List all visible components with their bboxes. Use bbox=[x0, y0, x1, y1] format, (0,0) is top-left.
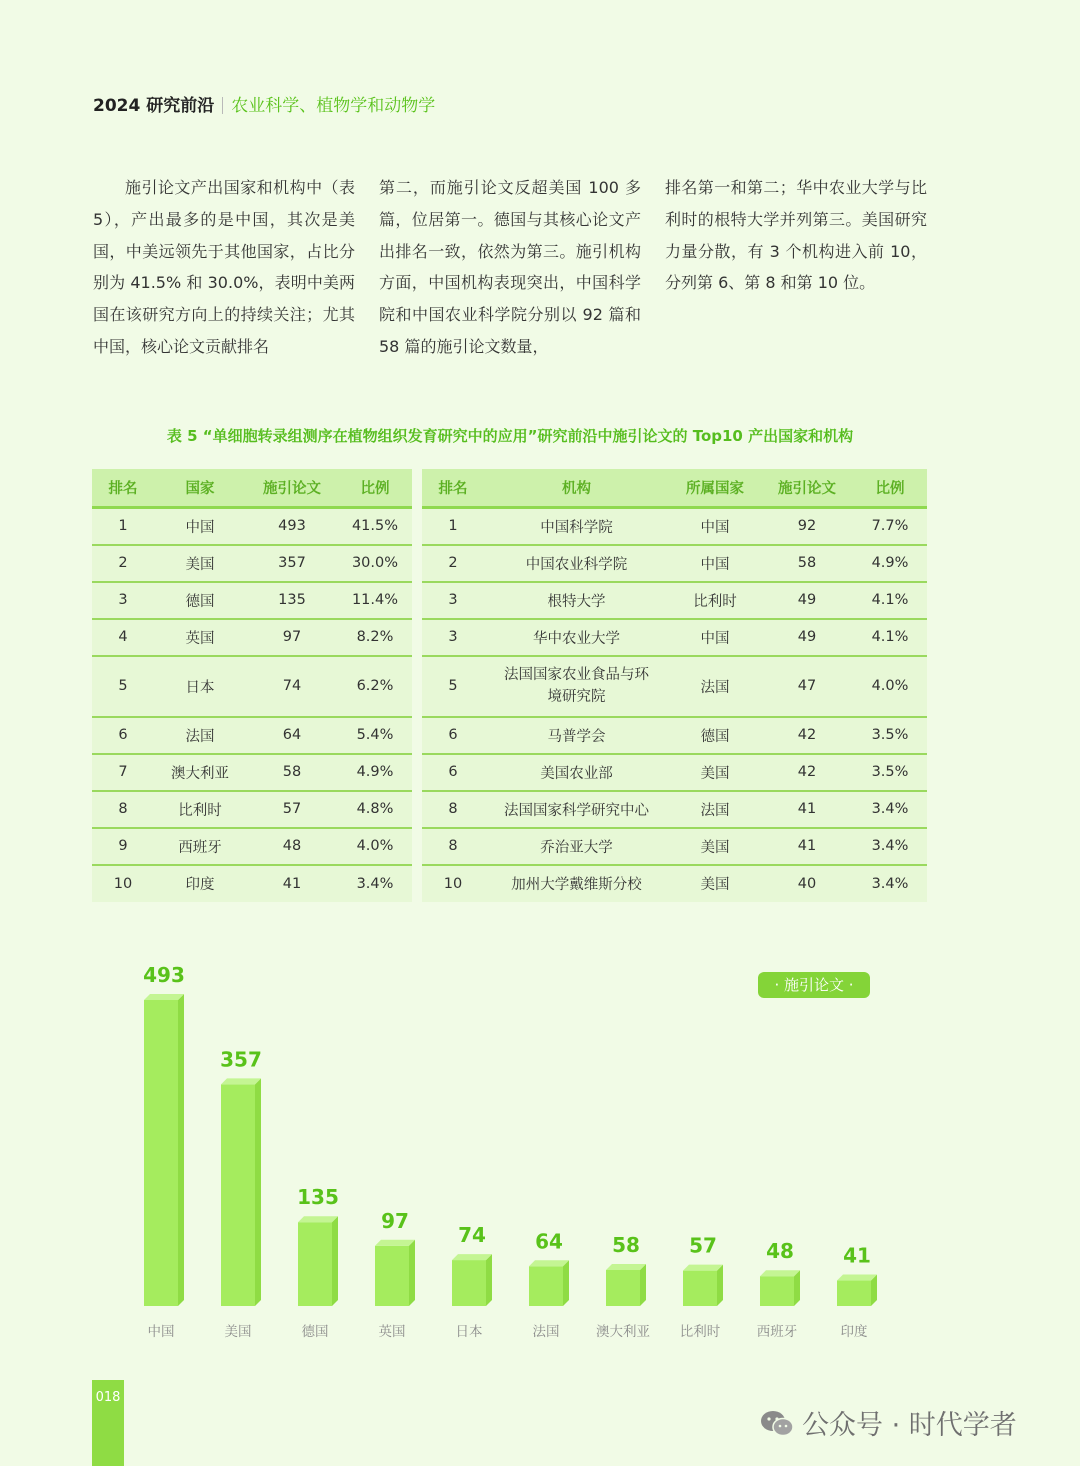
institution-name: 法国国家农业食品与环境研究院 bbox=[504, 667, 649, 705]
bar-side-3 bbox=[409, 1240, 415, 1306]
bar-7 bbox=[683, 1271, 717, 1306]
bar-1 bbox=[221, 1084, 255, 1306]
rank-cell: 6 bbox=[92, 717, 154, 754]
country-cell: 美国 bbox=[669, 865, 761, 902]
page-number: 018 bbox=[95, 1390, 121, 1405]
col-header-rank: 排名 bbox=[92, 469, 154, 508]
institution-cell: 中国农业科学院 bbox=[484, 545, 669, 582]
rank-cell: 6 bbox=[422, 754, 484, 791]
bar-side-1 bbox=[255, 1078, 261, 1306]
category-label: 西班牙 bbox=[756, 1324, 798, 1340]
papers-cell: 493 bbox=[246, 508, 338, 545]
ratio-cell: 3.4% bbox=[853, 828, 927, 865]
ratio-cell: 3.4% bbox=[853, 791, 927, 828]
ratio-cell: 3.4% bbox=[853, 865, 927, 902]
category-label: 英国 bbox=[378, 1324, 406, 1340]
bar-9 bbox=[837, 1281, 871, 1306]
col-header-ratio: 比例 bbox=[338, 469, 412, 508]
watermark bbox=[760, 1403, 1017, 1445]
bar-value-label: 41 bbox=[843, 1243, 871, 1268]
country-cell: 法国 bbox=[154, 717, 246, 754]
papers-cell: 64 bbox=[246, 717, 338, 754]
category-label: 比利时 bbox=[679, 1324, 721, 1340]
country-cell: 澳大利亚 bbox=[154, 754, 246, 791]
country-cell: 德国 bbox=[154, 582, 246, 619]
institution-cell: 马普学会 bbox=[484, 717, 669, 754]
category-label: 印度 bbox=[840, 1324, 868, 1340]
body-paragraph: 第二，而施引论文反超美国 100 多篇，位居第一。德国与其核心论文产出排名一致，依然为第三。施引机构方面，中国机构表现突出，中国科学院和中国农业科学院分别以 92 篇和 58 篇的施引论文数量， bbox=[379, 178, 641, 356]
country-cell: 中国 bbox=[154, 508, 246, 545]
bar-side-7 bbox=[717, 1265, 723, 1306]
papers-cell: 57 bbox=[246, 791, 338, 828]
col-header-rank: 排名 bbox=[422, 469, 484, 508]
ratio-cell: 3.4% bbox=[338, 865, 412, 902]
table-caption: 表 5 “单细胞转录组测序在植物组织发育研究中的应用”研究前沿中施引论文的 Top10 产出国家和机构 bbox=[166, 427, 854, 445]
institution-cell: 华中农业大学 bbox=[484, 619, 669, 656]
bar-side-6 bbox=[640, 1264, 646, 1306]
bar-top-3 bbox=[375, 1240, 415, 1246]
rank-cell: 10 bbox=[422, 865, 484, 902]
country-cell: 比利时 bbox=[154, 791, 246, 828]
category-label: 德国 bbox=[301, 1324, 329, 1340]
papers-cell: 49 bbox=[761, 582, 853, 619]
papers-cell: 40 bbox=[761, 865, 853, 902]
papers-cell: 42 bbox=[761, 717, 853, 754]
country-cell: 西班牙 bbox=[154, 828, 246, 865]
ratio-cell: 8.2% bbox=[338, 619, 412, 656]
country-cell: 法国 bbox=[669, 656, 761, 717]
col-header-papers: 施引论文 bbox=[246, 469, 338, 508]
ratio-cell: 4.0% bbox=[853, 656, 927, 717]
category-label: 法国 bbox=[532, 1324, 560, 1340]
bar-side-2 bbox=[332, 1216, 338, 1306]
rank-cell: 2 bbox=[422, 545, 484, 582]
ratio-cell: 4.1% bbox=[853, 582, 927, 619]
chart-legend: · 施引论文 · bbox=[758, 972, 870, 998]
bar-4 bbox=[452, 1260, 486, 1306]
institution-cell: 乔治亚大学 bbox=[484, 828, 669, 865]
rank-cell: 8 bbox=[422, 828, 484, 865]
ratio-cell: 6.2% bbox=[338, 656, 412, 717]
papers-cell: 41 bbox=[761, 791, 853, 828]
rank-cell: 8 bbox=[92, 791, 154, 828]
ratio-cell: 41.5% bbox=[338, 508, 412, 545]
ratio-cell: 30.0% bbox=[338, 545, 412, 582]
country-cell: 中国 bbox=[669, 619, 761, 656]
bar-2 bbox=[298, 1222, 332, 1306]
bar-top-6 bbox=[606, 1264, 646, 1270]
country-cell: 美国 bbox=[669, 754, 761, 791]
institution-cell: 法国国家科学研究中心 bbox=[484, 791, 669, 828]
rank-cell: 5 bbox=[422, 656, 484, 717]
papers-cell: 58 bbox=[761, 545, 853, 582]
bar-6 bbox=[606, 1270, 640, 1306]
watermark-text: 公众号 · 时代学者 bbox=[802, 1410, 1017, 1441]
papers-cell: 58 bbox=[246, 754, 338, 791]
rank-cell: 5 bbox=[92, 656, 154, 717]
rank-cell: 1 bbox=[422, 508, 484, 545]
col-header-country: 所属国家 bbox=[669, 469, 761, 508]
body-paragraph: 排名第一和第二；华中农业大学与比利时的根特大学并列第三。美国研究力量分散，有 3 个机构进入前 10，分列第 6、第 8 和第 10 位。 bbox=[665, 178, 927, 293]
bar-value-label: 357 bbox=[220, 1047, 262, 1072]
rank-cell: 7 bbox=[92, 754, 154, 791]
bar-value-label: 493 bbox=[143, 963, 185, 987]
bar-value-label: 64 bbox=[535, 1229, 563, 1254]
institution-cell: 中国科学院 bbox=[484, 508, 669, 545]
rank-cell: 4 bbox=[92, 619, 154, 656]
col-header-institution: 机构 bbox=[484, 469, 669, 508]
bar-top-8 bbox=[760, 1270, 800, 1276]
country-cell: 美国 bbox=[669, 828, 761, 865]
bar-top-9 bbox=[837, 1275, 877, 1281]
bar-top-5 bbox=[529, 1260, 569, 1266]
papers-cell: 74 bbox=[246, 656, 338, 717]
papers-cell: 42 bbox=[761, 754, 853, 791]
category-label: 日本 bbox=[455, 1324, 483, 1340]
country-cell: 比利时 bbox=[669, 582, 761, 619]
ratio-cell: 4.9% bbox=[853, 545, 927, 582]
category-label: 澳大利亚 bbox=[596, 1324, 650, 1340]
col-header-papers: 施引论文 bbox=[761, 469, 853, 508]
papers-cell: 92 bbox=[761, 508, 853, 545]
country-cell: 中国 bbox=[669, 508, 761, 545]
ratio-cell: 11.4% bbox=[338, 582, 412, 619]
ratio-cell: 4.9% bbox=[338, 754, 412, 791]
bar-side-4 bbox=[486, 1254, 492, 1306]
papers-cell: 41 bbox=[246, 865, 338, 902]
bar-value-label: 58 bbox=[612, 1233, 640, 1257]
bar-side-5 bbox=[563, 1260, 569, 1306]
bar-3 bbox=[375, 1246, 409, 1306]
bar-side-0 bbox=[178, 994, 184, 1306]
country-cell: 德国 bbox=[669, 717, 761, 754]
bar-top-7 bbox=[683, 1265, 723, 1271]
bar-top-1 bbox=[221, 1078, 261, 1084]
rank-cell: 3 bbox=[422, 582, 484, 619]
papers-cell: 357 bbox=[246, 545, 338, 582]
country-cell: 印度 bbox=[154, 865, 246, 902]
country-cell: 法国 bbox=[669, 791, 761, 828]
rank-cell: 1 bbox=[92, 508, 154, 545]
wechat-icon bbox=[760, 1410, 794, 1445]
ratio-cell: 3.5% bbox=[853, 717, 927, 754]
rank-cell: 3 bbox=[92, 582, 154, 619]
rank-cell: 2 bbox=[92, 545, 154, 582]
page-number-bar bbox=[92, 1380, 124, 1466]
rank-cell: 10 bbox=[92, 865, 154, 902]
bar-value-label: 97 bbox=[381, 1208, 409, 1233]
ratio-cell: 4.1% bbox=[853, 619, 927, 656]
rank-cell: 8 bbox=[422, 791, 484, 828]
papers-cell: 48 bbox=[246, 828, 338, 865]
body-paragraph: 施引论文产出国家和机构中（表 5），产出最多的是中国，其次是美国，中美远领先于其他国家，占比分别为 41.5% 和 30.0%，表明中美两国在该研究方向上的持续关注；尤其中国，核心论文贡献排名 bbox=[93, 178, 355, 356]
col-header-country: 国家 bbox=[154, 469, 246, 508]
rank-cell: 3 bbox=[422, 619, 484, 656]
papers-cell: 135 bbox=[246, 582, 338, 619]
bar-value-label: 135 bbox=[297, 1185, 339, 1210]
country-cell: 中国 bbox=[669, 545, 761, 582]
bar-8 bbox=[760, 1276, 794, 1306]
bar-5 bbox=[529, 1266, 563, 1306]
institution-cell: 加州大学戴维斯分校 bbox=[484, 865, 669, 902]
col-header-ratio: 比例 bbox=[853, 469, 927, 508]
country-cell: 日本 bbox=[154, 656, 246, 717]
papers-cell: 49 bbox=[761, 619, 853, 656]
country-cell: 美国 bbox=[154, 545, 246, 582]
rank-cell: 9 bbox=[92, 828, 154, 865]
report-title: 2024 研究前沿 bbox=[93, 96, 215, 116]
bar-side-8 bbox=[794, 1270, 800, 1306]
ratio-cell: 4.0% bbox=[338, 828, 412, 865]
bar-value-label: 74 bbox=[458, 1223, 486, 1248]
bar-top-4 bbox=[452, 1254, 492, 1260]
bar-value-label: 57 bbox=[689, 1233, 717, 1258]
category-label: 中国 bbox=[147, 1324, 175, 1340]
institution-cell: 根特大学 bbox=[484, 582, 669, 619]
rank-cell: 6 bbox=[422, 717, 484, 754]
ratio-cell: 7.7% bbox=[853, 508, 927, 545]
papers-cell: 47 bbox=[761, 656, 853, 717]
ratio-cell: 3.5% bbox=[853, 754, 927, 791]
bar-top-0 bbox=[144, 994, 184, 1000]
bar-top-2 bbox=[298, 1216, 338, 1222]
country-cell: 英国 bbox=[154, 619, 246, 656]
ratio-cell: 4.8% bbox=[338, 791, 412, 828]
bar-value-label: 48 bbox=[766, 1239, 794, 1264]
category-label: 美国 bbox=[224, 1324, 252, 1340]
section-topic: 农业科学、植物学和动物学 bbox=[231, 96, 436, 116]
ratio-cell: 5.4% bbox=[338, 717, 412, 754]
institution-cell: 美国农业部 bbox=[484, 754, 669, 791]
papers-cell: 97 bbox=[246, 619, 338, 656]
papers-cell: 41 bbox=[761, 828, 853, 865]
bar-0 bbox=[144, 1000, 178, 1306]
